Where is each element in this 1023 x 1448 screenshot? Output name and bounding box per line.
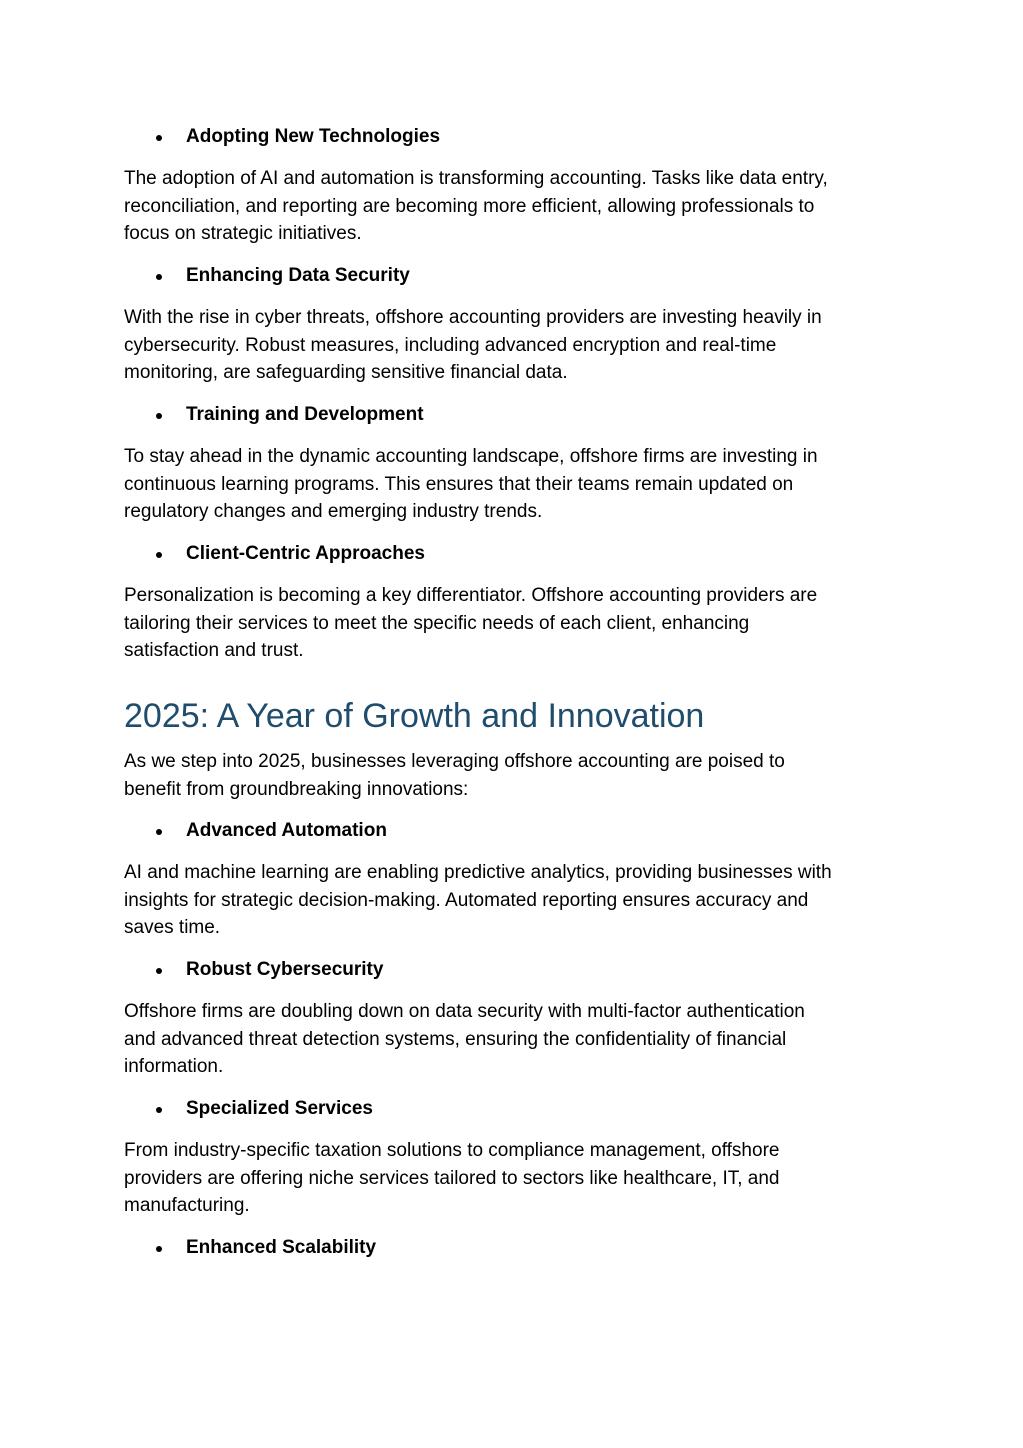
- bullet-icon: [156, 829, 162, 835]
- bullet-item: [124, 817, 904, 845]
- paragraph-line: From industry-specific taxation solutions to compliance management, offshore: [124, 1140, 780, 1161]
- paragraph-line: providers are offering niche services tailored to sectors like healthcare, IT, and: [124, 1167, 780, 1189]
- bullet-title: Advanced Automation: [186, 820, 387, 841]
- paragraph-line: cybersecurity. Robust measures, including advanced encryption and real-time: [124, 334, 777, 356]
- bullet-icon: [156, 968, 162, 974]
- bullet-icon: [156, 1107, 162, 1113]
- bullet-icon: [156, 274, 162, 280]
- paragraph-line: As we step into 2025, businesses leveraging offshore accounting are poised to: [124, 751, 785, 772]
- paragraph-line: tailoring their services to meet the specific needs of each client, enhancing: [124, 612, 750, 634]
- bullet-item: [124, 956, 904, 984]
- paragraph: [124, 1137, 904, 1220]
- paragraph-line: satisfaction and trust.: [124, 640, 304, 661]
- paragraph: [124, 165, 904, 248]
- paragraph-line: manufacturing.: [124, 1195, 250, 1216]
- paragraph-line: regulatory changes and emerging industry trends.: [124, 501, 543, 522]
- section-adopting-new-technologies: [124, 123, 904, 151]
- bullet-icon: [156, 1246, 162, 1252]
- section-enhanced-scalability: [124, 1234, 904, 1262]
- paragraph-line: The adoption of AI and automation is transforming accounting. Tasks like data entry,: [124, 168, 828, 189]
- bullet-title: Adopting New Technologies: [186, 126, 441, 147]
- paragraph-line: insights for strategic decision-making. Automated reporting ensures accuracy and: [124, 889, 809, 911]
- section-heading: 2025: A Year of Growth and Innovation: [124, 697, 705, 735]
- paragraph: [124, 998, 904, 1081]
- bullet-item: [124, 262, 904, 290]
- bullet-icon: [156, 135, 162, 141]
- bullet-title: Client-Centric Approaches: [186, 543, 425, 564]
- bullet-icon: [156, 552, 162, 558]
- bullet-item: [124, 540, 904, 568]
- section-enhancing-data-security: [124, 262, 904, 290]
- paragraph-line: To stay ahead in the dynamic accounting landscape, offshore firms are investing in: [124, 446, 818, 467]
- bullet-item: [124, 1234, 904, 1262]
- paragraph-line: With the rise in cyber threats, offshore accounting providers are investing heavily in: [124, 307, 822, 328]
- paragraph-line: and advanced threat detection systems, ensuring the confidentiality of financial: [124, 1028, 787, 1050]
- section-client-centric-approaches: [124, 540, 904, 568]
- paragraph: [124, 443, 904, 526]
- paragraph-line: focus on strategic initiatives.: [124, 223, 362, 244]
- bullet-title: Training and Development: [186, 404, 424, 425]
- paragraph-line: Offshore firms are doubling down on data security with multi-factor authentication: [124, 1001, 805, 1022]
- paragraph-line: reconciliation, and reporting are becoming more efficient, allowing professionals to: [124, 195, 815, 217]
- bullet-title: Robust Cybersecurity: [186, 959, 384, 980]
- section-specialized-services: [124, 1095, 904, 1123]
- bullet-title: Enhanced Scalability: [186, 1237, 377, 1258]
- section-advanced-automation: [124, 817, 904, 845]
- paragraph-line: continuous learning programs. This ensures that their teams remain updated on: [124, 473, 794, 495]
- bullet-item: [124, 401, 904, 429]
- paragraph-line: saves time.: [124, 917, 221, 938]
- intro-paragraph: [124, 748, 904, 803]
- paragraph: [124, 859, 904, 942]
- paragraph-line: benefit from groundbreaking innovations:: [124, 778, 469, 800]
- section-training-and-development: [124, 401, 904, 429]
- paragraph: [124, 582, 904, 665]
- bullet-title: Enhancing Data Security: [186, 265, 410, 286]
- paragraph: [124, 304, 904, 387]
- paragraph-line: information.: [124, 1056, 224, 1077]
- section-robust-cybersecurity: [124, 956, 904, 984]
- bullet-item: [124, 123, 904, 151]
- bullet-title: Specialized Services: [186, 1098, 373, 1119]
- paragraph-line: AI and machine learning are enabling predictive analytics, providing businesses with: [124, 862, 832, 883]
- paragraph-line: monitoring, are safeguarding sensitive financial data.: [124, 362, 568, 383]
- bullet-item: [124, 1095, 904, 1123]
- paragraph-line: Personalization is becoming a key differentiator. Offshore accounting providers are: [124, 585, 818, 606]
- bullet-icon: [156, 413, 162, 419]
